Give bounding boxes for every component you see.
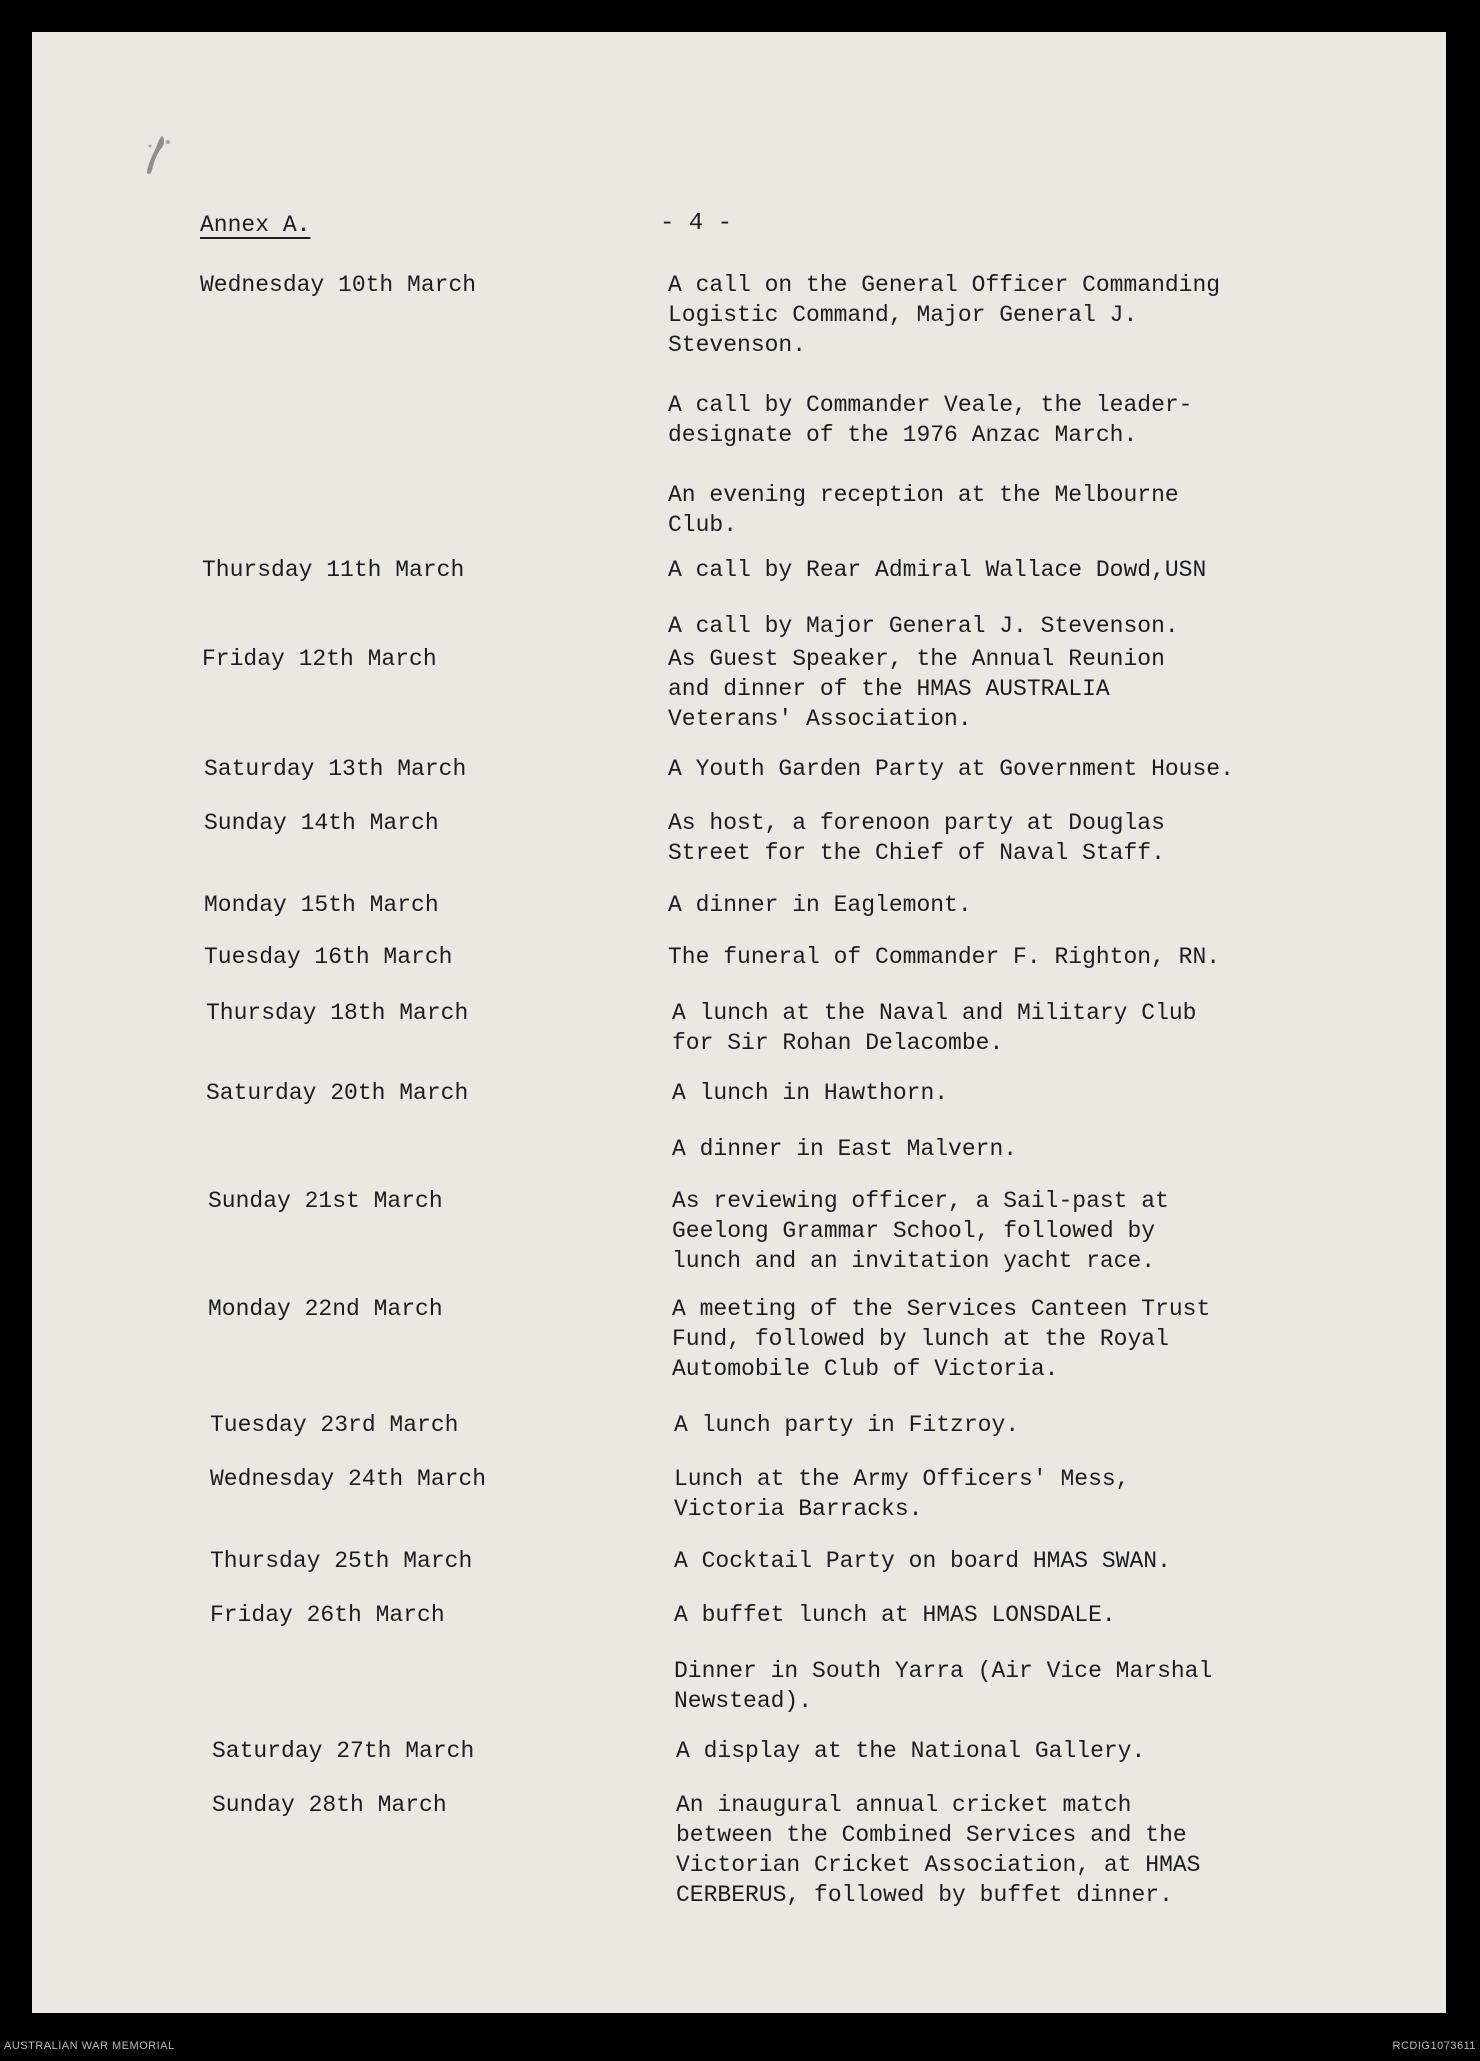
entry-description-line: An inaugural annual cricket match [676, 1792, 1132, 1818]
entry-description-line: A call on the General Officer Commanding [668, 272, 1221, 298]
entry-date: Sunday 28th March [212, 1792, 447, 1818]
entry-description-line: Automobile Club of Victoria. [672, 1356, 1059, 1382]
entry-description-line: A display at the National Gallery. [676, 1738, 1146, 1764]
entry-description-line: A meeting of the Services Canteen Trust [672, 1296, 1211, 1322]
entry-description-line: Victorian Cricket Association, at HMAS [676, 1852, 1201, 1878]
footer-institution: AUSTRALIAN WAR MEMORIAL [4, 2040, 175, 2052]
entry-description-line: Logistic Command, Major General J. [668, 302, 1138, 328]
entry-date: Thursday 25th March [210, 1548, 473, 1574]
ink-smudge-mark [142, 132, 176, 178]
document-page [32, 32, 1446, 2013]
entry-date: Thursday 11th March [202, 557, 465, 583]
entry-date: Friday 12th March [202, 646, 437, 672]
entry-description-line: A call by Commander Veale, the leader- [668, 392, 1193, 418]
entry-date: Sunday 14th March [204, 810, 439, 836]
entry-date: Tuesday 16th March [204, 944, 453, 970]
entry-description-line: A buffet lunch at HMAS LONSDALE. [674, 1602, 1116, 1628]
entry-description-line: Stevenson. [668, 332, 807, 358]
entry-description-line: As Guest Speaker, the Annual Reunion [668, 646, 1165, 672]
entry-date: Wednesday 24th March [210, 1466, 487, 1492]
entry-description-line: lunch and an invitation yacht race. [672, 1248, 1156, 1274]
entry-description-line: A Youth Garden Party at Government House. [668, 756, 1234, 782]
entry-date: Saturday 27th March [212, 1738, 475, 1764]
entry-date: Monday 15th March [204, 892, 439, 918]
entry-description-line: A call by Rear Admiral Wallace Dowd,USN [668, 557, 1207, 583]
entry-description-line: Victoria Barracks. [674, 1496, 923, 1522]
entry-description-line: Fund, followed by lunch at the Royal [672, 1326, 1169, 1352]
entry-date: Sunday 21st March [208, 1188, 443, 1214]
entry-description-line: A Cocktail Party on board HMAS SWAN. [674, 1548, 1171, 1574]
entry-description-line: designate of the 1976 Anzac March. [668, 422, 1138, 448]
page-number: - 4 - [660, 210, 733, 237]
entry-description-line: A dinner in Eaglemont. [668, 892, 972, 918]
entry-description-line: and dinner of the HMAS AUSTRALIA [668, 676, 1110, 702]
entry-description-line: Club. [668, 512, 738, 538]
entry-description-line: A lunch party in Fitzroy. [674, 1412, 1020, 1438]
entry-date: Friday 26th March [210, 1602, 445, 1628]
entry-description-line: Newstead). [674, 1688, 813, 1714]
entry-date: Saturday 13th March [204, 756, 467, 782]
entry-description-line: Dinner in South Yarra (Air Vice Marshal [674, 1658, 1213, 1684]
entry-description-line: Veterans' Association. [668, 706, 972, 732]
entry-date: Saturday 20th March [206, 1080, 469, 1106]
entry-description-line: for Sir Rohan Delacombe. [672, 1030, 1004, 1056]
entry-date: Tuesday 23rd March [210, 1412, 459, 1438]
entry-description-line: A dinner in East Malvern. [672, 1136, 1018, 1162]
entry-description-line: As host, a forenoon party at Douglas [668, 810, 1165, 836]
entry-date: Wednesday 10th March [200, 272, 477, 298]
entry-description-line: A lunch at the Naval and Military Club [672, 1000, 1197, 1026]
entry-description-line: A lunch in Hawthorn. [672, 1080, 949, 1106]
entry-date: Monday 22nd March [208, 1296, 443, 1322]
entry-description-line: A call by Major General J. Stevenson. [668, 613, 1179, 639]
entry-description-line: Lunch at the Army Officers' Mess, [674, 1466, 1130, 1492]
entry-description-line: CERBERUS, followed by buffet dinner. [676, 1882, 1173, 1908]
entry-description-line: Geelong Grammar School, followed by [672, 1218, 1156, 1244]
entry-description-line: An evening reception at the Melbourne [668, 482, 1179, 508]
annex-label: Annex A. [200, 212, 311, 238]
entry-description-line: The funeral of Commander F. Righton, RN. [668, 944, 1221, 970]
footer-record-id: RCDIG1073611 [1392, 2040, 1476, 2052]
entry-description-line: Street for the Chief of Naval Staff. [668, 840, 1165, 866]
entry-description-line: between the Combined Services and the [676, 1822, 1187, 1848]
entry-description-line: As reviewing officer, a Sail-past at [672, 1188, 1169, 1214]
entry-date: Thursday 18th March [206, 1000, 469, 1026]
